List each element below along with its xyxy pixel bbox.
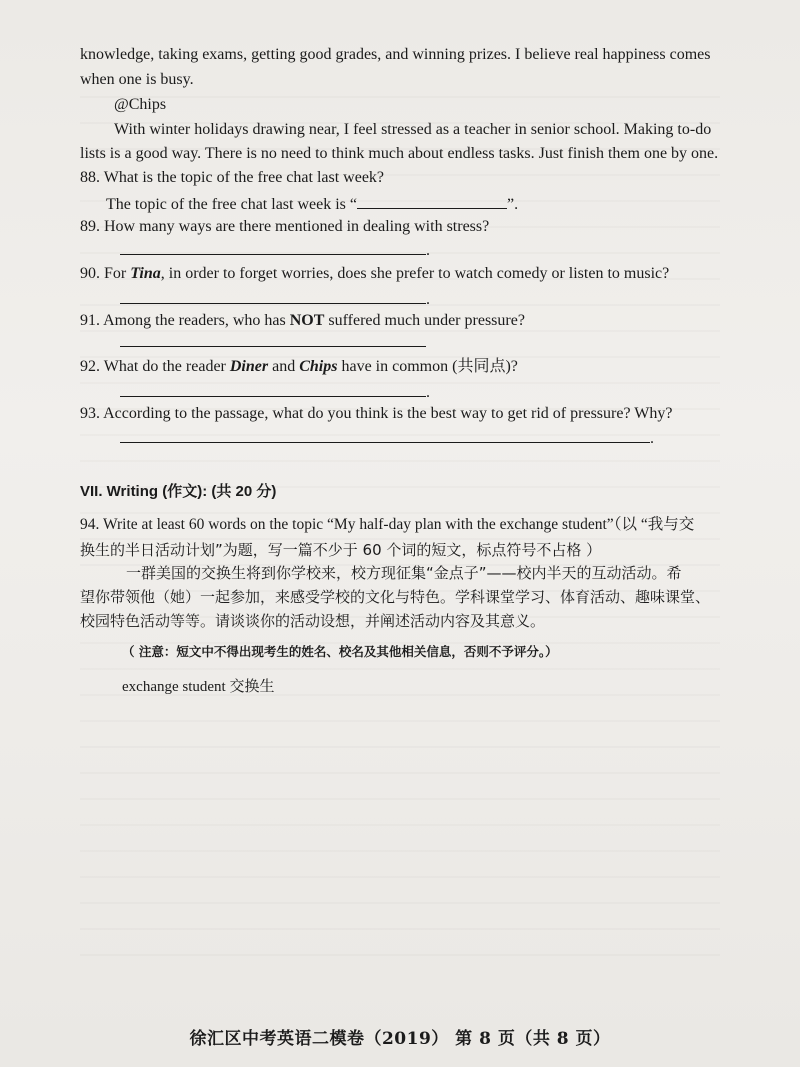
question-92-prefix: 92. What do the reader xyxy=(80,358,230,375)
writing-vocab-hint: exchange student 交换生 xyxy=(122,679,275,695)
question-89-answer-blank[interactable] xyxy=(120,240,426,255)
writing-prompt-cn-line-1: 一群美国的交换生将到你学校来，校方现征集“金点子”——校内半天的互动活动。希 xyxy=(126,564,682,582)
chips-line-1: With winter holidays drawing near, I feel stressed as a teacher in senior school. Making to-do xyxy=(114,121,712,138)
chips-line-2: lists is a good way. There is no need to think much about endless tasks. Just finish them one by one. xyxy=(80,145,719,162)
question-89: 89. How many ways are there mentioned in dealing with stress? xyxy=(80,218,490,235)
question-93: 93. According to the passage, what do you think is the best way to get rid of pressure? Why? xyxy=(80,405,673,422)
question-88-answer-prefix: The topic of the free chat last week is “ xyxy=(106,196,357,213)
question-92-answer-end: . xyxy=(426,384,430,401)
question-93-answer-blank[interactable] xyxy=(120,428,650,443)
writing-prompt-cn-line-3: 校园特色活动等等。请谈谈你的活动设想，并阐述活动内容及其意义。 xyxy=(80,612,546,630)
question-92-name-2: Chips xyxy=(299,358,338,375)
question-88-answer-blank[interactable] xyxy=(357,194,507,209)
question-90 xyxy=(80,264,669,284)
writing-prompt-cn-line-2: 望你带领他（她）一起参加，来感受学校的文化与特色。学科课堂学习、体育活动、趣味课堂、 xyxy=(80,588,711,606)
question-89-answer-end: . xyxy=(426,242,430,259)
question-90-answer-line xyxy=(120,289,430,310)
question-93-answer-end: . xyxy=(650,430,654,447)
question-89-answer-line xyxy=(120,240,430,261)
intro-line-2: when one is busy. xyxy=(80,71,194,88)
question-91-answer-blank[interactable] xyxy=(120,332,426,347)
writing-note: （ 注意：短文中不得出现考生的姓名、校名及其他相关信息，否则不予评分。） xyxy=(122,644,558,659)
question-90-suffix: , in order to forget worries, does she prefer to watch comedy or listen to music? xyxy=(160,265,670,282)
question-88-answer-line xyxy=(106,194,518,215)
question-92-mid: and xyxy=(268,358,300,375)
question-92-answer-blank[interactable] xyxy=(120,382,426,397)
question-91 xyxy=(80,311,525,331)
page-footer: 徐汇区中考英语二模卷（2019） 第 8 页（共 8 页） xyxy=(189,1029,611,1049)
question-94-line-2: 换生的半日活动计划”为题，写一篇不少于 60 个词的短文，标点符号不占格 ） xyxy=(80,541,602,559)
question-92-name-1: Diner xyxy=(229,358,269,375)
question-90-prefix: 90. For xyxy=(80,265,131,282)
question-91-prefix: 91. Among the readers, who has xyxy=(80,312,290,329)
chips-handle: @Chips xyxy=(114,96,167,113)
question-90-answer-blank[interactable] xyxy=(120,289,426,304)
question-92-suffix: have in common (共同点)? xyxy=(337,358,518,375)
question-92-answer-line xyxy=(120,382,430,403)
question-94-line-1: 94. Write at least 60 words on the topic “My half-day plan with the exchange student”（以 “我与交 xyxy=(80,516,695,533)
question-88-answer-suffix: ”. xyxy=(507,196,519,213)
question-88: 88. What is the topic of the free chat last week? xyxy=(80,169,385,186)
question-92 xyxy=(80,357,518,377)
question-93-answer-line xyxy=(120,428,654,449)
question-91-answer-line xyxy=(120,332,426,353)
writing-section-header: VII. Writing (作文): (共 20 分) xyxy=(80,483,277,500)
question-90-name: Tina xyxy=(130,265,161,282)
question-91-emph: NOT xyxy=(289,312,325,329)
intro-line-1: knowledge, taking exams, getting good grades, and winning prizes. I believe real happiness comes xyxy=(80,46,711,63)
question-90-answer-end: . xyxy=(426,291,430,308)
question-91-suffix: suffered much under pressure? xyxy=(324,312,525,329)
